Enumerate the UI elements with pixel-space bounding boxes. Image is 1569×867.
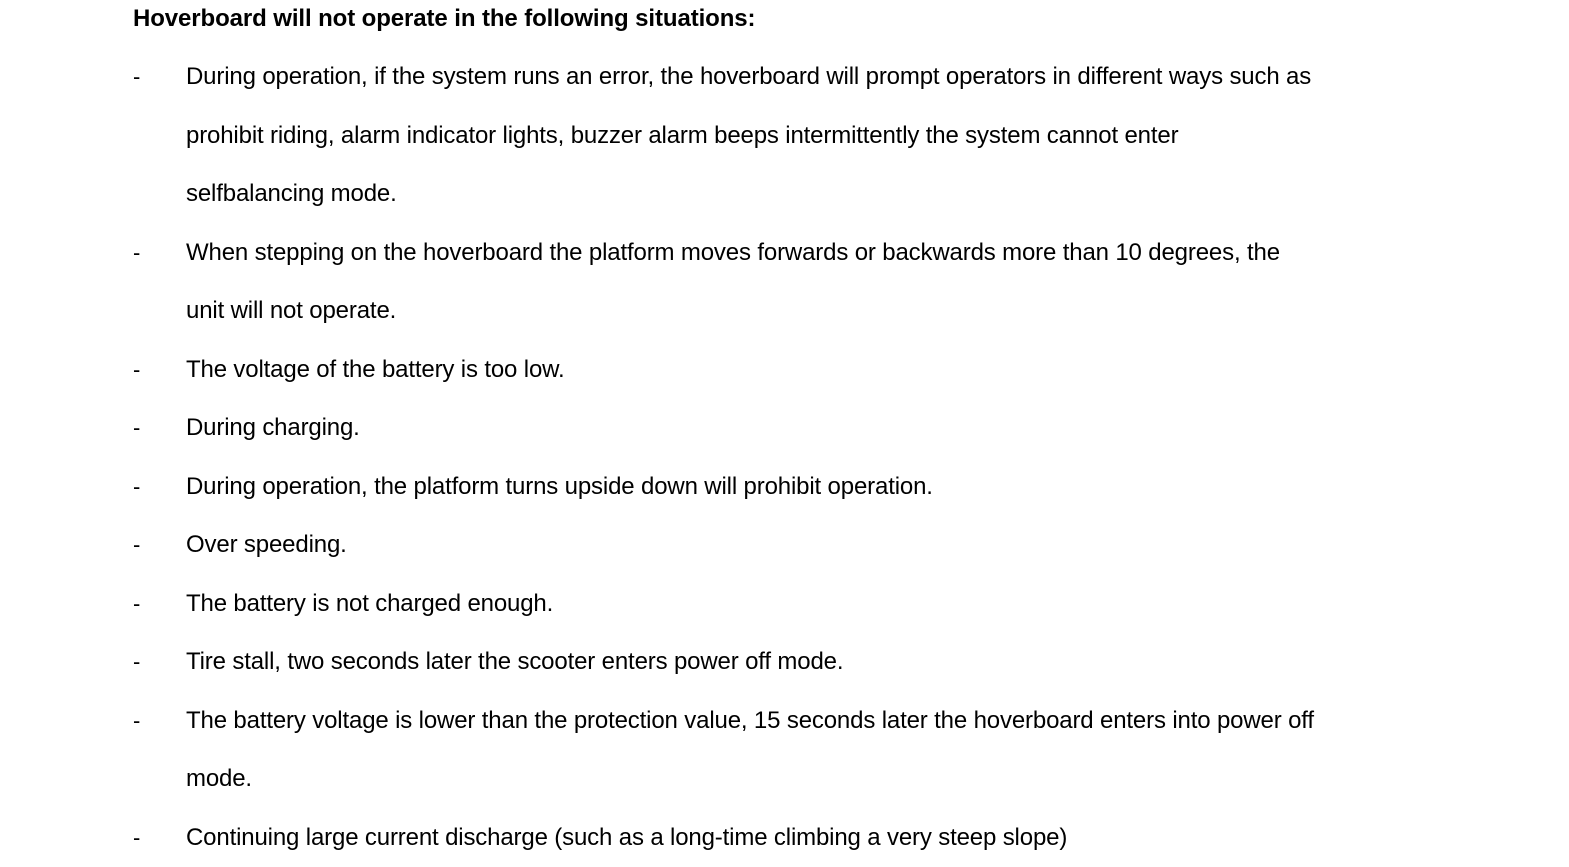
list-item-line: Over speeding. (186, 516, 1476, 575)
bullet-dash: - (133, 48, 140, 107)
list-item (0, 341, 1476, 400)
list-item-line: The battery is not charged enough. (186, 575, 1476, 634)
bullet-dash: - (133, 341, 140, 400)
list-item-line: During operation, the platform turns upside down will prohibit operation. (186, 458, 1476, 517)
list-item (0, 224, 1476, 341)
situations-list (0, 48, 1476, 867)
list-item-line: unit will not operate. (186, 282, 1476, 341)
list-item-line: The voltage of the battery is too low. (186, 341, 1476, 400)
list-item-line: Continuing large current discharge (such as a long-time climbing a very steep slope) (186, 809, 1476, 867)
list-item (0, 399, 1476, 458)
list-item (0, 48, 1476, 224)
list-item-line: During charging. (186, 399, 1476, 458)
bullet-dash: - (133, 516, 140, 575)
bullet-dash: - (133, 633, 140, 692)
document-heading: Hoverboard will not operate in the following situations: (133, 4, 755, 34)
list-item (0, 575, 1476, 634)
list-item-line: Tire stall, two seconds later the scooter enters power off mode. (186, 633, 1476, 692)
list-item (0, 692, 1476, 809)
list-item-line: When stepping on the hoverboard the platform moves forwards or backwards more than 10 degrees, the (186, 224, 1476, 283)
list-item-line: mode. (186, 750, 1476, 809)
list-item-line: The battery voltage is lower than the protection value, 15 seconds later the hoverboard enters into power off (186, 692, 1476, 751)
list-item (0, 809, 1476, 867)
bullet-dash: - (133, 399, 140, 458)
bullet-dash: - (133, 809, 140, 867)
bullet-dash: - (133, 575, 140, 634)
list-item-line: selfbalancing mode. (186, 165, 1476, 224)
list-item (0, 516, 1476, 575)
list-item (0, 458, 1476, 517)
bullet-dash: - (133, 692, 140, 751)
bullet-dash: - (133, 224, 140, 283)
bullet-dash: - (133, 458, 140, 517)
list-item-line: During operation, if the system runs an error, the hoverboard will prompt operators in different ways such as (186, 48, 1476, 107)
list-item (0, 633, 1476, 692)
list-item-line: prohibit riding, alarm indicator lights, buzzer alarm beeps intermittently the system cannot enter (186, 107, 1476, 166)
